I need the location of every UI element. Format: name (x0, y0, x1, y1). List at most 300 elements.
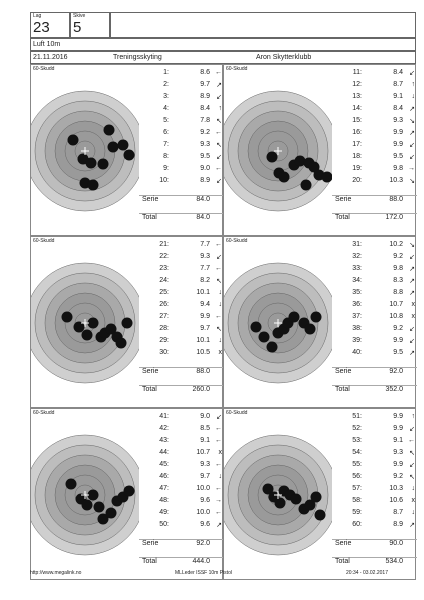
shot-direction: ← (215, 69, 222, 76)
shot-number: 3: (163, 93, 169, 100)
total-row (332, 557, 417, 570)
shot-number: 27: (159, 313, 169, 320)
panel-label: 60-Skudd (226, 66, 248, 72)
shot-value: 9.0 (200, 165, 210, 172)
shot-hole (106, 508, 117, 519)
shot-row (332, 81, 417, 93)
shot-value: 10.6 (389, 497, 403, 504)
shot-hole (62, 312, 73, 323)
shot-number: 17: (352, 141, 362, 148)
shot-row (139, 81, 224, 93)
shot-row (139, 497, 224, 509)
shot-row (332, 313, 417, 325)
shot-direction: ↗ (216, 82, 222, 89)
shot-number: 43: (159, 437, 169, 444)
shot-row (332, 349, 417, 361)
shot-hole (322, 172, 333, 183)
shot-hole (98, 159, 109, 170)
shot-number: 37: (352, 313, 362, 320)
shot-direction: ↓ (218, 289, 222, 296)
skive-box (70, 12, 110, 38)
shot-direction: ↗ (409, 106, 415, 113)
shot-direction: ↗ (409, 522, 415, 529)
shot-row (139, 349, 224, 361)
shot-number: 46: (159, 473, 169, 480)
shot-direction: ↙ (409, 326, 415, 333)
shot-hole (289, 312, 300, 323)
shot-value: 8.3 (393, 277, 403, 284)
shot-value: 9.8 (393, 165, 403, 172)
shot-hole (124, 486, 135, 497)
shot-direction: x (411, 497, 415, 504)
shot-value: 8.7 (393, 81, 403, 88)
shot-value: 9.5 (393, 349, 403, 356)
series-panel (223, 236, 416, 408)
shot-hole (267, 152, 278, 163)
shot-value: 7.7 (200, 265, 210, 272)
total-label: Total (335, 386, 350, 393)
shot-value: 9.7 (200, 81, 210, 88)
shot-row (139, 153, 224, 165)
serie-row (332, 539, 417, 552)
shot-table (332, 237, 417, 409)
shot-direction: ← (408, 437, 415, 444)
score-sheet (30, 12, 416, 580)
shot-number: 4: (163, 105, 169, 112)
shot-direction: ↖ (216, 118, 222, 125)
shot-number: 2: (163, 81, 169, 88)
shot-value: 8.8 (393, 289, 403, 296)
serie-value: 90.0 (389, 540, 403, 547)
shot-number: 48: (159, 497, 169, 504)
shot-direction: ↖ (216, 326, 222, 333)
serie-value: 88.0 (196, 368, 210, 375)
shot-value: 8.5 (200, 425, 210, 432)
shot-direction: x (218, 349, 222, 356)
shot-number: 31: (352, 241, 362, 248)
total-row (139, 385, 224, 398)
shot-row (332, 277, 417, 289)
total-row (139, 557, 224, 570)
shot-value: 10.7 (196, 449, 210, 456)
shot-value: 9.9 (393, 461, 403, 468)
shot-direction: ↙ (216, 154, 222, 161)
shot-hole (291, 494, 302, 505)
total-row (332, 213, 417, 226)
panel-label: 60-Skudd (33, 66, 55, 72)
shot-number: 47: (159, 485, 169, 492)
shot-row (139, 165, 224, 177)
shot-number: 44: (159, 449, 169, 456)
target-face (224, 409, 332, 581)
series-panel (30, 236, 223, 408)
shot-number: 25: (159, 289, 169, 296)
shot-row (139, 241, 224, 253)
shot-number: 19: (352, 165, 362, 172)
shot-row (332, 141, 417, 153)
shot-direction: ↙ (409, 338, 415, 345)
shot-number: 52: (352, 425, 362, 432)
serie-label: Serie (142, 540, 159, 547)
shot-direction: ↘ (409, 118, 415, 125)
shot-row (139, 69, 224, 81)
shot-number: 32: (352, 253, 362, 260)
shot-hole (251, 322, 262, 333)
shot-value: 10.0 (196, 485, 210, 492)
shot-direction: ↖ (216, 142, 222, 149)
shot-value: 10.1 (196, 337, 210, 344)
shot-number: 20: (352, 177, 362, 184)
shot-value: 9.9 (393, 425, 403, 432)
panel-label: 60-Skudd (226, 410, 248, 416)
shot-row (139, 105, 224, 117)
discipline-box (30, 38, 416, 51)
shot-number: 24: (159, 277, 169, 284)
shot-value: 9.2 (393, 325, 403, 332)
total-label: Total (142, 558, 157, 565)
total-row (139, 213, 224, 226)
serie-row (139, 367, 224, 380)
shot-number: 58: (352, 497, 362, 504)
shot-direction: ↗ (409, 266, 415, 273)
shot-direction: ↖ (409, 474, 415, 481)
shot-direction: ↘ (409, 242, 415, 249)
shot-value: 9.2 (393, 473, 403, 480)
shot-hole (122, 318, 133, 329)
shot-row (332, 497, 417, 509)
target-face (224, 237, 332, 409)
shot-hole (104, 125, 115, 136)
shot-row (139, 301, 224, 313)
shot-row (332, 105, 417, 117)
shot-row (332, 129, 417, 141)
shot-number: 6: (163, 129, 169, 136)
series-grid (30, 64, 416, 580)
lag-value: 23 (33, 19, 50, 36)
shot-direction: ↙ (216, 254, 222, 261)
shot-hole (86, 158, 97, 169)
shot-number: 59: (352, 509, 362, 516)
shot-value: 8.9 (200, 93, 210, 100)
lag-box (30, 12, 70, 38)
shot-direction: ↓ (218, 473, 222, 480)
shot-value: 9.7 (200, 473, 210, 480)
shot-direction: ↙ (409, 426, 415, 433)
shot-number: 16: (352, 129, 362, 136)
shot-direction: ↖ (216, 278, 222, 285)
total-value: 260.0 (192, 386, 210, 393)
shot-row (139, 177, 224, 189)
shot-value: 10.3 (389, 177, 403, 184)
shot-row (139, 313, 224, 325)
shot-number: 36: (352, 301, 362, 308)
shot-direction: ↖ (409, 450, 415, 457)
panel-label: 60-Skudd (33, 410, 55, 416)
shot-direction: ↙ (409, 154, 415, 161)
shot-hole (275, 498, 286, 509)
shot-hole (259, 332, 270, 343)
shot-number: 26: (159, 301, 169, 308)
shot-direction: ↗ (409, 290, 415, 297)
shot-direction: x (218, 449, 222, 456)
shot-value: 9.1 (393, 93, 403, 100)
shot-value: 10.8 (389, 313, 403, 320)
shot-number: 39: (352, 337, 362, 344)
shot-number: 23: (159, 265, 169, 272)
shot-direction: ← (215, 509, 222, 516)
shot-direction: ← (215, 165, 222, 172)
shot-row (332, 449, 417, 461)
shot-direction: ↙ (216, 94, 222, 101)
shot-table (139, 65, 224, 237)
date: 21.11.2016 (33, 54, 68, 61)
shot-table (332, 409, 417, 581)
shot-value: 9.9 (393, 129, 403, 136)
shot-value: 9.6 (200, 497, 210, 504)
club-name: Aron Skytterklubb (256, 54, 312, 61)
shot-row (139, 413, 224, 425)
shot-value: 8.4 (393, 105, 403, 112)
shot-number: 30: (159, 349, 169, 356)
shot-direction: ↑ (411, 413, 415, 420)
shot-row (139, 117, 224, 129)
shot-number: 51: (352, 413, 362, 420)
shot-value: 9.1 (393, 437, 403, 444)
header-blank (110, 12, 416, 38)
shot-number: 29: (159, 337, 169, 344)
shot-number: 33: (352, 265, 362, 272)
skive-value: 5 (73, 19, 82, 36)
serie-row (139, 195, 224, 208)
shot-direction: ← (215, 129, 222, 136)
shot-direction: ↓ (218, 301, 222, 308)
shot-value: 9.2 (200, 129, 210, 136)
shot-row (332, 153, 417, 165)
shot-row (332, 437, 417, 449)
footer-software: MLLeder ISSF 10m Pistol (175, 570, 232, 576)
shot-row (332, 301, 417, 313)
shot-number: 1: (163, 69, 169, 76)
shot-table (139, 237, 224, 409)
panel-label: 60-Skudd (33, 238, 55, 244)
shot-number: 60: (352, 521, 362, 528)
shot-number: 35: (352, 289, 362, 296)
shot-row (332, 69, 417, 81)
series-panel (223, 64, 416, 236)
series-panel (30, 408, 223, 580)
shot-row (139, 141, 224, 153)
shot-direction: ↙ (216, 414, 222, 421)
shot-hole (267, 342, 278, 353)
shot-value: 9.3 (393, 117, 403, 124)
shot-value: 10.0 (196, 509, 210, 516)
shot-row (332, 265, 417, 277)
shot-hole (66, 479, 77, 490)
shot-number: 56: (352, 473, 362, 480)
shot-value: 10.2 (389, 241, 403, 248)
shot-direction: ↓ (411, 509, 415, 516)
shot-table (332, 65, 417, 237)
shot-direction: x (411, 301, 415, 308)
serie-label: Serie (335, 540, 352, 547)
shot-direction: ↙ (409, 142, 415, 149)
shot-row (139, 129, 224, 141)
shot-hole (88, 180, 99, 191)
shot-row (332, 413, 417, 425)
shot-number: 49: (159, 509, 169, 516)
shot-number: 40: (352, 349, 362, 356)
shot-direction: ↙ (409, 254, 415, 261)
lag-label: Lag (33, 13, 42, 19)
shot-row (139, 449, 224, 461)
shot-direction: ↙ (409, 462, 415, 469)
shot-row (139, 437, 224, 449)
total-value: 84.0 (196, 214, 210, 221)
total-label: Total (142, 386, 157, 393)
shot-direction: → (408, 165, 415, 172)
serie-value: 88.0 (389, 196, 403, 203)
total-value: 352.0 (385, 386, 403, 393)
series-panel (223, 408, 416, 580)
shot-hole (82, 330, 93, 341)
serie-value: 92.0 (196, 540, 210, 547)
shot-row (332, 177, 417, 189)
shot-row (332, 253, 417, 265)
shot-value: 8.2 (200, 277, 210, 284)
shot-value: 8.7 (393, 509, 403, 516)
target-face (31, 65, 139, 237)
serie-label: Serie (335, 368, 352, 375)
shot-row (139, 473, 224, 485)
shot-number: 50: (159, 521, 169, 528)
shot-direction: ↗ (409, 350, 415, 357)
shot-direction: ↗ (216, 522, 222, 529)
shot-number: 10: (159, 177, 169, 184)
shot-number: 21: (159, 241, 169, 248)
shot-hole (116, 338, 127, 349)
shot-value: 7.8 (200, 117, 210, 124)
shot-direction: → (215, 497, 222, 504)
shot-value: 9.3 (200, 461, 210, 468)
event-name: Treningsskyting (113, 54, 162, 61)
shot-hole (88, 490, 99, 501)
shot-value: 8.9 (200, 177, 210, 184)
shot-value: 8.4 (393, 69, 403, 76)
total-value: 534.0 (385, 558, 403, 565)
shot-row (332, 325, 417, 337)
shot-direction: ↗ (409, 130, 415, 137)
shot-number: 41: (159, 413, 169, 420)
shot-number: 42: (159, 425, 169, 432)
series-panel (30, 64, 223, 236)
shot-direction: ← (215, 313, 222, 320)
shot-row (332, 509, 417, 521)
shot-hole (311, 492, 322, 503)
shot-direction: ↙ (409, 70, 415, 77)
shot-number: 15: (352, 117, 362, 124)
shot-row (332, 425, 417, 437)
skive-label: Skive (73, 13, 86, 19)
shot-row (332, 93, 417, 105)
shot-number: 18: (352, 153, 362, 160)
shot-hole (94, 502, 105, 513)
shot-hole (68, 135, 79, 146)
shot-number: 11: (352, 69, 362, 76)
shot-hole (305, 324, 316, 335)
shot-value: 9.7 (200, 325, 210, 332)
shot-direction: ← (215, 425, 222, 432)
shot-row (139, 265, 224, 277)
shot-direction: ← (215, 265, 222, 272)
shot-number: 45: (159, 461, 169, 468)
footer-timestamp: 20:34 - 03.02.2017 (346, 570, 388, 576)
shot-direction: ← (215, 241, 222, 248)
shot-row (139, 337, 224, 349)
shot-row (139, 253, 224, 265)
shot-number: 9: (163, 165, 169, 172)
shot-value: 9.9 (393, 413, 403, 420)
shot-hole (88, 318, 99, 329)
shot-number: 53: (352, 437, 362, 444)
shot-direction: ↓ (411, 485, 415, 492)
shot-number: 8: (163, 153, 169, 160)
shot-value: 9.4 (200, 301, 210, 308)
shot-direction: ← (215, 437, 222, 444)
shot-number: 7: (163, 141, 169, 148)
shot-row (139, 521, 224, 533)
shot-row (332, 461, 417, 473)
shot-row (332, 521, 417, 533)
total-value: 172.0 (385, 214, 403, 221)
shot-hole (124, 150, 135, 161)
serie-row (332, 367, 417, 380)
shot-row (332, 473, 417, 485)
shot-number: 12: (352, 81, 362, 88)
shot-row (139, 277, 224, 289)
shot-number: 13: (352, 93, 362, 100)
shot-row (332, 337, 417, 349)
shot-row (139, 325, 224, 337)
shot-hole (279, 172, 290, 183)
shot-hole (82, 500, 93, 511)
shot-hole (118, 140, 129, 151)
shot-hole (301, 180, 312, 191)
shot-direction: ↑ (411, 81, 415, 88)
shot-table (139, 409, 224, 581)
shot-row (332, 117, 417, 129)
shot-value: 7.7 (200, 241, 210, 248)
shot-value: 8.9 (393, 521, 403, 528)
shot-value: 10.3 (389, 485, 403, 492)
target-face (31, 409, 139, 581)
shot-value: 9.6 (200, 521, 210, 528)
shot-value: 9.3 (200, 253, 210, 260)
shot-row (139, 509, 224, 521)
shot-row (139, 461, 224, 473)
shot-row (139, 425, 224, 437)
total-row (332, 385, 417, 398)
info-box (30, 51, 416, 64)
total-label: Total (335, 214, 350, 221)
shot-number: 34: (352, 277, 362, 284)
serie-label: Serie (335, 196, 352, 203)
shot-hole (311, 312, 322, 323)
shot-value: 9.9 (393, 141, 403, 148)
shot-value: 9.5 (393, 153, 403, 160)
shot-value: 8.4 (200, 105, 210, 112)
discipline: Luft 10m (33, 41, 61, 48)
shot-value: 9.5 (200, 153, 210, 160)
